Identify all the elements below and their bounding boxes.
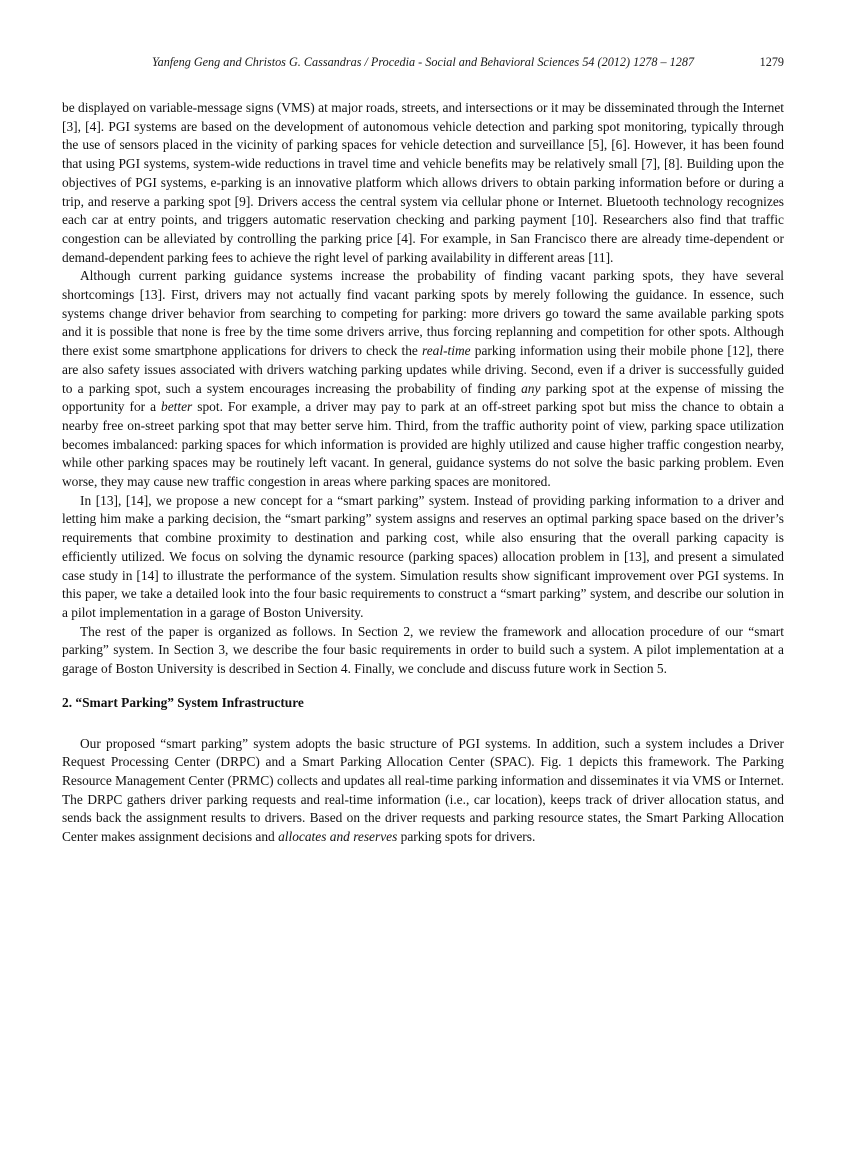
running-header <box>62 54 784 70</box>
paragraph-continuation: be displayed on variable-message signs (VMS) at major roads, streets, and intersections or it may be disseminated through the Internet [3], [4]. PGI systems are based on the development of autonomous vehicle detection and parking spot monitoring, typically through the use of sensors placed in the vicinity of parking spaces for vehicle detection and surveillance [5], [6]. However, it has been found that using PGI systems, system-wide reductions in travel time and vehicle benefits may be relatively small [7], [8]. Building upon the objectives of PGI systems, e-parking is an innovative platform which allows drivers to obtain parking information before or during a trip, and reserve a parking spot [9]. Drivers access the central system via cellular phone or Internet. Bluetooth technology recognizes each car at entry points, and triggers automatic reservation checking and parking payment [10]. Researchers also find that traffic congestion can be alleviated by controlling the parking price [4]. For example, in San Francisco there are already time-dependent or demand-dependent parking fees to achieve the right level of parking availability in different areas [11]. <box>62 100 784 265</box>
paragraph-shortcomings: Although current parking guidance systems increase the probability of finding vacant parking spots, they have several shortcomings [13]. First, drivers may not actually find vacant parking spots by merely following the guidance. In essence, such systems change driver behavior from searching to competing for parking: more drivers go toward the same available parking spots and it is possible that none is free by the time some drivers arrive, thus forcing replanning and competition for other spots. Although there exist some smartphone applications for drivers to check the real-time parking information using their mobile phone [12], there are also safety issues associated with drivers watching parking updates while driving. Second, even if a driver is successfully guided to a parking spot, such a system encourages increasing the probability of finding any parking spot at the expense of missing the opportunity for a better spot. For example, a driver may pay to park at an off-street parking spot but miss the chance to obtain a nearby free on-street parking spot that may better serve him. Third, from the traffic authority point of view, parking space utilization becomes imbalanced: parking spaces for which information is provided are highly utilized and cause higher traffic congestion nearby, while other parking spaces may be routinely left vacant. In general, guidance systems do not solve the basic parking problem. Even worse, they may cause new traffic congestion in areas where parking spaces are monitored. <box>62 268 784 490</box>
page-number: 1279 <box>759 55 784 69</box>
section-heading: 2. “Smart Parking” System Infrastructure <box>62 694 304 710</box>
running-title: Yanfeng Geng and Christos G. Cassandras / Procedia - Social and Behavioral Sciences 54 (2012) 1278 – 1287 <box>151 55 695 69</box>
article-body <box>62 99 784 847</box>
paragraph-smart-parking-concept: In [13], [14], we propose a new concept for a “smart parking” system. Instead of providing parking information to a driver and letting him make a parking decision, the “smart parking” system assigns and reserves an optimal parking space based on the driver’s requirements that combine proximity to destination and parking cost, while also ensuring that the overall parking capacity is efficiently utilized. We focus on solving the dynamic resource (parking spaces) allocation problem in [13], and present a simulated case study in [14] to illustrate the performance of the system. Simulation results show significant improvement over PGI systems. In this paper, we take a detailed look into the four basic requirements to construct a “smart parking” system, and describe our solution in a pilot implementation in a garage of Boston University. <box>62 492 784 620</box>
paragraph-system-infrastructure: Our proposed “smart parking” system adopts the basic structure of PGI systems. In addition, such a system includes a Driver Request Processing Center (DRPC) and a Smart Parking Allocation Center (SPAC). Fig. 1 depicts this framework. The Parking Resource Management Center (PRMC) collects and updates all real-time parking information and disseminates it via VMS or Internet. The DRPC gathers driver parking requests and real-time information (i.e., car location), keeps track of driver allocation status, and sends back the assignment results to drivers. Based on the driver requests and parking resource states, the Smart Parking Allocation Center makes assignment decisions and allocates and reserves parking spots for drivers. <box>62 735 784 845</box>
paragraph-paper-outline: The rest of the paper is organized as follows. In Section 2, we review the framework and allocation procedure of our “smart parking” system. In Section 3, we describe the four basic requirements in order to build such a system. A pilot implementation at a garage of Boston University is described in Section 4. Finally, we conclude and discuss future work in Section 5. <box>62 623 784 677</box>
